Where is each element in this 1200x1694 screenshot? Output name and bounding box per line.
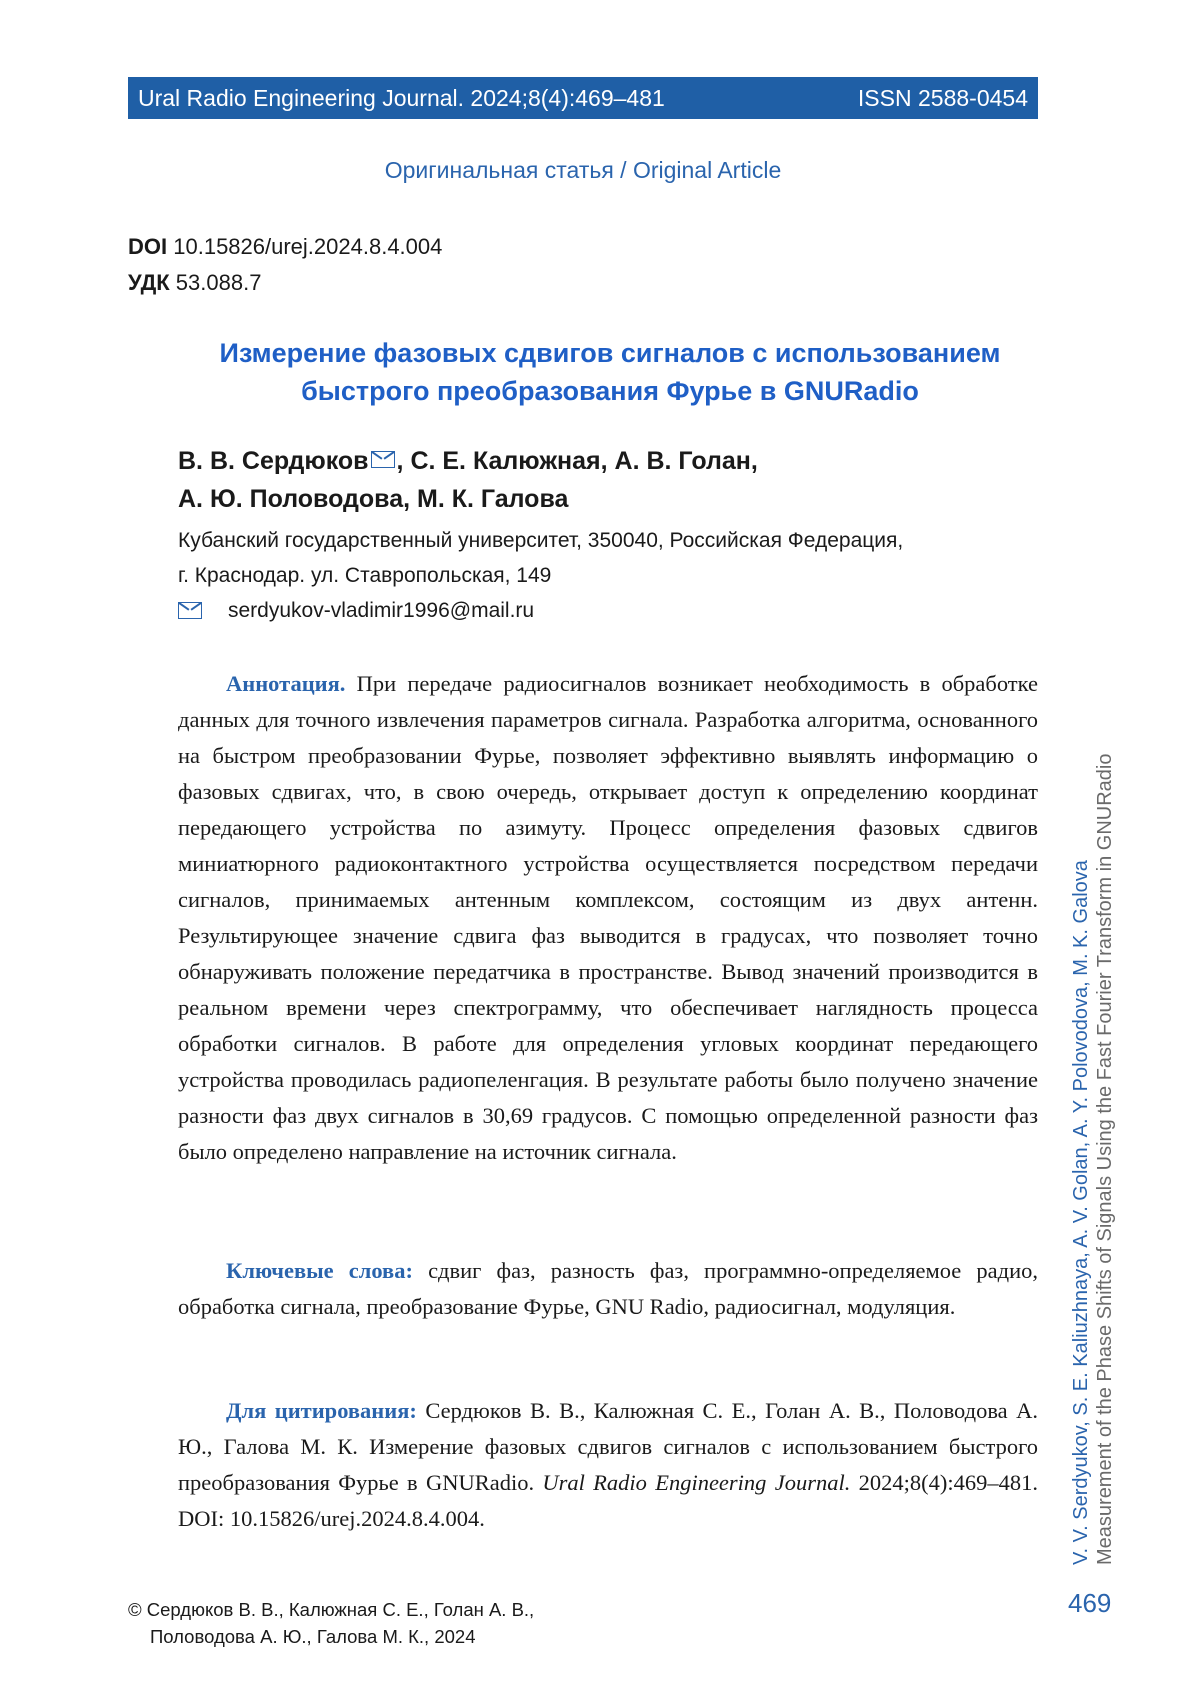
abstract-paragraph — [178, 666, 1038, 1170]
copyright-line-2: Половодова А. Ю., Галова М. К., 2024 — [150, 1626, 476, 1647]
issn: ISSN 2588-0454 — [857, 84, 1028, 111]
running-title-vertical — [1069, 705, 1117, 1565]
article-title — [160, 334, 1060, 410]
page-number: 469 — [1068, 1588, 1112, 1618]
co-authors-line-1: , С. Е. Калюжная, А. В. Голан, — [396, 447, 758, 475]
authors-line-2: А. Ю. Половодова, М. К. Галова — [178, 485, 569, 513]
citation — [178, 1393, 1038, 1537]
citation-text-end: 2024;8(4):469–481. DOI: 10.15826/urej.2024.8.4.004. — [178, 1470, 1038, 1531]
doi-label: DOI — [128, 234, 168, 259]
udk-row — [128, 265, 442, 301]
affiliation-line-2: г. Краснодар. ул. Ставропольская, 149 — [178, 564, 552, 587]
copyright — [128, 1596, 534, 1650]
running-authors: V. V. Serdyukov, S. E. Kaliuzhnaya, A. V. Golan, A. Y. Polovodova, M. K. Galova — [1070, 860, 1092, 1565]
authors — [178, 442, 1038, 518]
keywords — [178, 1253, 1038, 1325]
corresponding-author: В. В. Сердюков — [178, 447, 369, 475]
doi-value[interactable]: 10.15826/urej.2024.8.4.004 — [173, 234, 443, 259]
author-email[interactable]: serdyukov-vladimir1996@mail.ru — [228, 599, 535, 622]
email-row — [178, 593, 1038, 628]
doi-row — [128, 229, 442, 265]
abstract-label: Аннотация. — [226, 671, 346, 696]
keywords-paragraph — [178, 1253, 1038, 1325]
copyright-line-1: © Сердюков В. В., Калюжная С. Е., Голан А. В., — [128, 1599, 535, 1620]
mail-icon — [178, 602, 202, 619]
journal-header-bar — [128, 77, 1038, 119]
title-line-1: Измерение фазовых сдвигов сигналов с использованием — [219, 338, 1001, 368]
affiliation-line-1: Кубанский государственный университет, 350040, Российская Федерация, — [178, 529, 904, 552]
keywords-label: Ключевые слова: — [226, 1258, 413, 1283]
running-title: Measurement of the Phase Shifts of Signals Using the Fast Fourier Transform in GNURadio — [1094, 753, 1116, 1565]
udk-value: 53.088.7 — [175, 270, 262, 295]
abstract-text: При передаче радиосигналов возникает необходимость в обработке данных для точного извлечения параметров сигнала. Разработка алгоритма, основанного на быстром преобразовании Фурье, позволяет эффективно выявлять информацию о фазовых сдвигах, что, в свою очередь, открывает доступ к определению координат передающего устройства по азимуту. Процесс определения фазовых сдвигов миниатюрного радиоконтактного устройства осуществляется посредством передачи сигналов, принимаемых антенным комплексом, состоящим из двух антенн. Результирующее значение сдвига фаз выводится в градусах, что позволяет точно обнаруживать положение передатчика в пространстве. Вывод значений производится в реальном времени через спектрограмму, что обеспечивает наглядность процесса обработки сигналов. В работе для определения угловых координат передающего устройства проводилась радиопеленгация. В результате работы было получено значение разности фаз двух сигналов в 30,69 градусов. С помощью определенной разности фаз было определено направление на источник сигнала. — [178, 671, 1038, 1164]
title-line-2: быстрого преобразования Фурье в GNURadio — [301, 376, 919, 406]
citation-text: Сердюков В. В., Калюжная С. Е., Голан А. В., Половодова А. Ю., Галова М. К. Измерение фазовых сдвигов сигналов с использованием быстрого преобразования Фурье в GNURadio. — [178, 1398, 1038, 1495]
keywords-text: сдвиг фаз, разность фаз, программно-определяемое радио, обработка сигнала, преобразование Фурье, GNU Radio, радиосигнал, модуляция. — [178, 1258, 1038, 1319]
citation-label: Для цитирования: — [226, 1398, 417, 1423]
abstract — [178, 666, 1038, 1170]
mail-icon[interactable] — [371, 451, 395, 468]
article-type: Оригинальная статья / Original Article — [384, 157, 782, 183]
citation-journal: Ural Radio Engineering Journal. — [542, 1470, 851, 1495]
article-identifiers — [128, 229, 442, 301]
udk-label: УДК — [128, 270, 170, 295]
affiliation — [178, 523, 1038, 628]
citation-paragraph — [178, 1393, 1038, 1537]
journal-citation: Ural Radio Engineering Journal. 2024;8(4):469–481 — [138, 84, 665, 111]
authors-line-1 — [178, 442, 1038, 480]
